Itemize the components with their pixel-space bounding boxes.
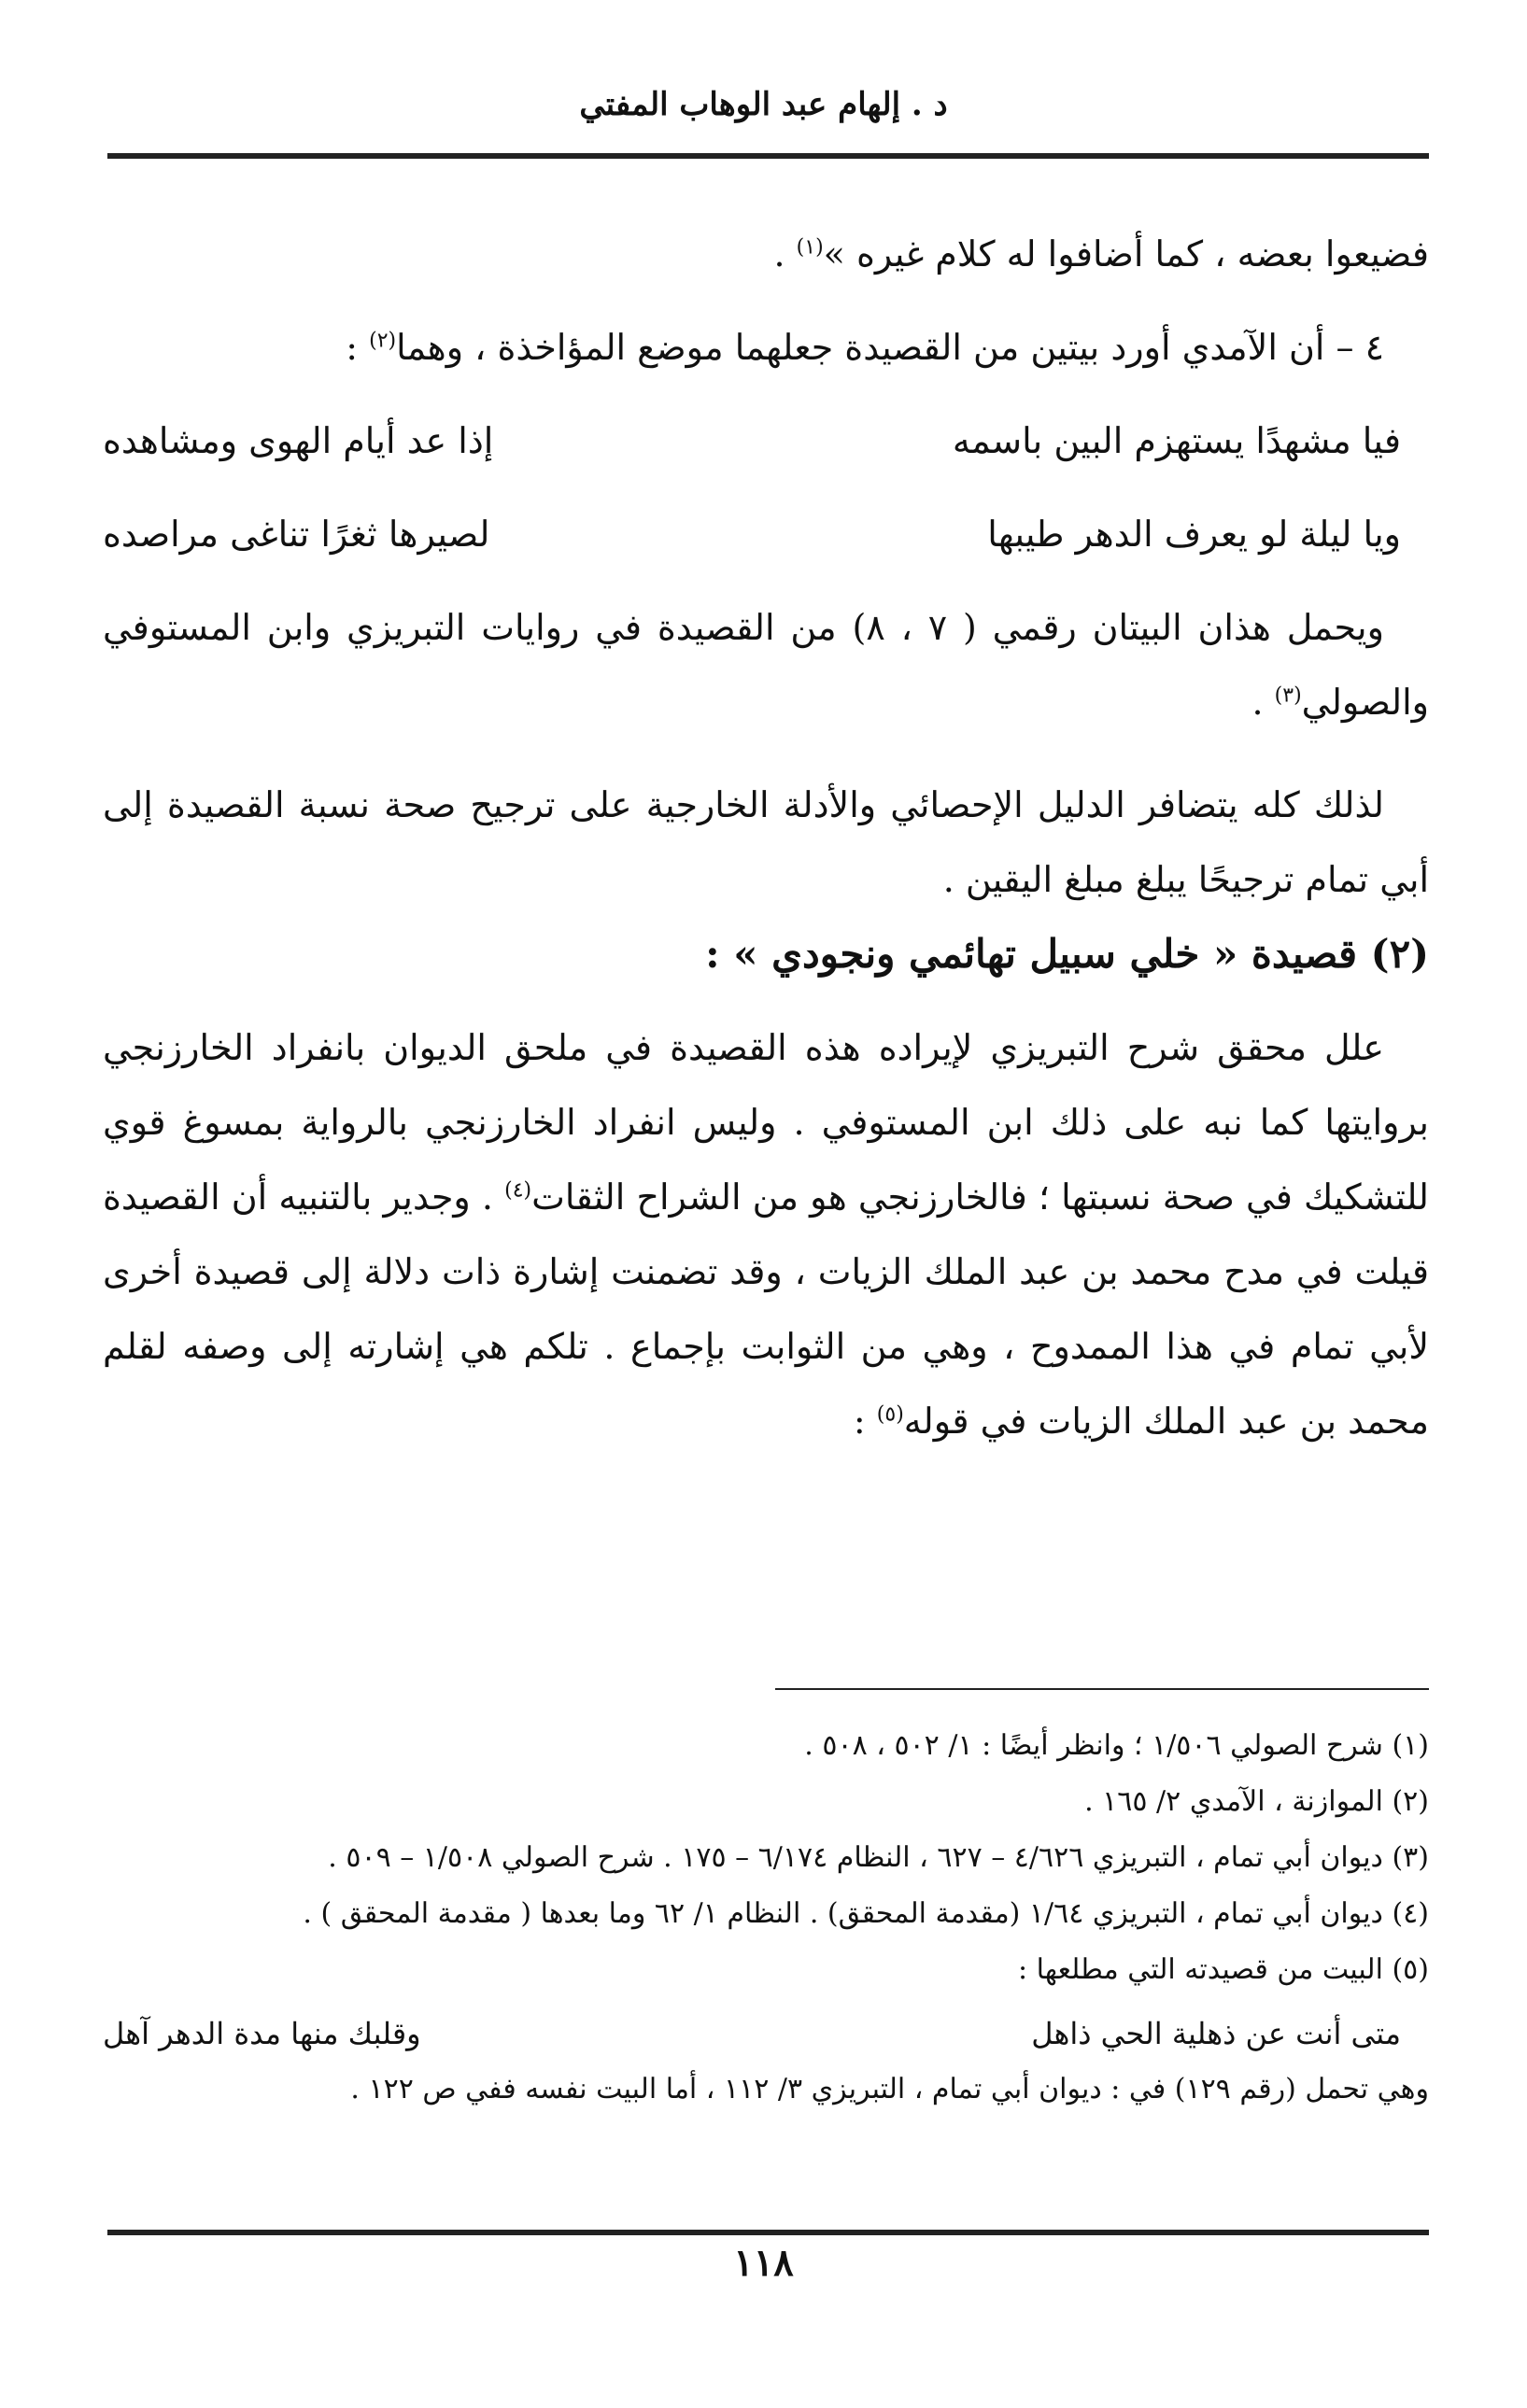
verse-second-hemistich: وقلبك منها مدة الدهر آهل — [103, 2016, 421, 2051]
paragraph-conclusion — [103, 767, 1429, 917]
paragraph-verse-numbers — [103, 590, 1429, 739]
paragraph-text: لذلك كله يتضافر الدليل الإحصائي والأدلة الخارجية على ترجيح صحة نسبة القصيدة إلى أبي تمام ترجيحًا يبلغ مبلغ اليقين . — [103, 784, 1429, 900]
paragraph-text: ٤ – أن الآمدي أورد بيتين من القصيدة جعلهما موضع المؤاخذة ، وهما — [396, 327, 1384, 368]
paragraph-end: : — [853, 1401, 877, 1442]
header-divider — [107, 153, 1429, 159]
section-heading: (٢) قصيدة « خلي سبيل تهائمي ونجودي » : — [705, 931, 1429, 977]
paragraph-khazranji — [103, 1010, 1429, 1458]
footnote-ref: (١) — [796, 235, 824, 260]
paragraph-text: علل محقق شرح التبريزي لإيراده هذه القصيدة في ملحق الديوان بانفراد الخارزنجي بروايتها كما نبه على ذلك ابن المستوفي . وليس انفراد الخارزنجي بالرواية بمسوغ قوي للتشكيك في صحة نسبتها ؛ فالخارزنجي هو من الشراح الثقات — [103, 1027, 1430, 1218]
poem-verse-2 — [103, 497, 1429, 571]
paragraph-text-continued: . وجدير بالتنبيه أن القصيدة قيلت في مدح محمد بن عبد الملك الزيات ، وقد تضمنت إشارة ذات دلالة إلى قصيدة أخرى لأبي تمام في هذا الممدوح ، وهي من الثوابت بإجماع . تلكم هي إشارته إلى وصفه لقلم محمد بن عبد الملك الزيات في قوله — [103, 1176, 1429, 1442]
footnote-ref: (٥) — [876, 1402, 904, 1427]
footnote-4: (٤) ديوان أبي تمام ، التبريزي ١/٦٤ (مقدمة المحقق) . النظام ١/ ٦٢ وما بعدها ( مقدمة المحقق ) . — [303, 1897, 1429, 1930]
footnote-divider — [775, 1688, 1429, 1690]
verse-second-hemistich: لصيرها ثغرًا تناغى مراصده — [103, 514, 490, 555]
paragraph-end: . — [1251, 682, 1275, 723]
paragraph-point-4 — [103, 310, 1429, 385]
footnote-ref: (٣) — [1274, 683, 1302, 708]
footnote-2: (٢) الموازنة ، الآمدي ٢/ ١٦٥ . — [1084, 1785, 1429, 1818]
footnote-1: (١) شرح الصولي ١/٥٠٦ ؛ وانظر أيضًا : ١/ ٥٠٢ ، ٥٠٨ . — [804, 1729, 1429, 1762]
running-header-author: د . إلهام عبد الوهاب المفتي — [579, 86, 948, 123]
footer-divider — [107, 2230, 1429, 2235]
paragraph-continuation — [103, 217, 1429, 291]
footnote-5: (٥) البيت من قصيدته التي مطلعها : — [1018, 1953, 1429, 1986]
footnote-3: (٣) ديوان أبي تمام ، التبريزي ٤/٦٢٦ – ٦٢٧ ، النظام ٦/١٧٤ – ١٧٥ . شرح الصولي ١/٥٠٨ – ٥٠٩ . — [328, 1841, 1429, 1874]
poem-verse-1 — [103, 403, 1429, 478]
footnote-verse — [103, 2006, 1429, 2062]
footnote-ref: (٤) — [504, 1178, 532, 1203]
verse-first-hemistich: فيا مشهدًا يستهزم البين باسمه — [952, 420, 1401, 461]
verse-first-hemistich: متى أنت عن ذهلية الحي ذاهل — [1031, 2016, 1401, 2051]
paragraph-text: فضيعوا بعضه ، كما أضافوا له كلام غيره » — [823, 233, 1429, 275]
main-text — [103, 217, 1429, 1458]
paragraph-end: . — [773, 233, 797, 275]
verse-second-hemistich: إذا عد أيام الهوى ومشاهده — [103, 420, 494, 461]
paragraph-end: : — [346, 327, 370, 368]
footnote-5-continued: وهي تحمل (رقم ١٢٩) في : ديوان أبي تمام ، التبريزي ٣/ ١١٢ ، أما البيت نفسه ففي ص ١٢٢ . — [350, 2073, 1429, 2105]
verse-first-hemistich: ويا ليلة لو يعرف الدهر طيبها — [987, 514, 1401, 555]
paragraph-text: ويحمل هذان البيتان رقمي ( ٧ ، ٨) من القصيدة في روايات التبريزي وابن المستوفي والصولي — [103, 607, 1429, 723]
footnote-ref: (٢) — [369, 329, 397, 353]
footnotes — [103, 1718, 1429, 2118]
page-number: ١١٨ — [733, 2241, 794, 2285]
